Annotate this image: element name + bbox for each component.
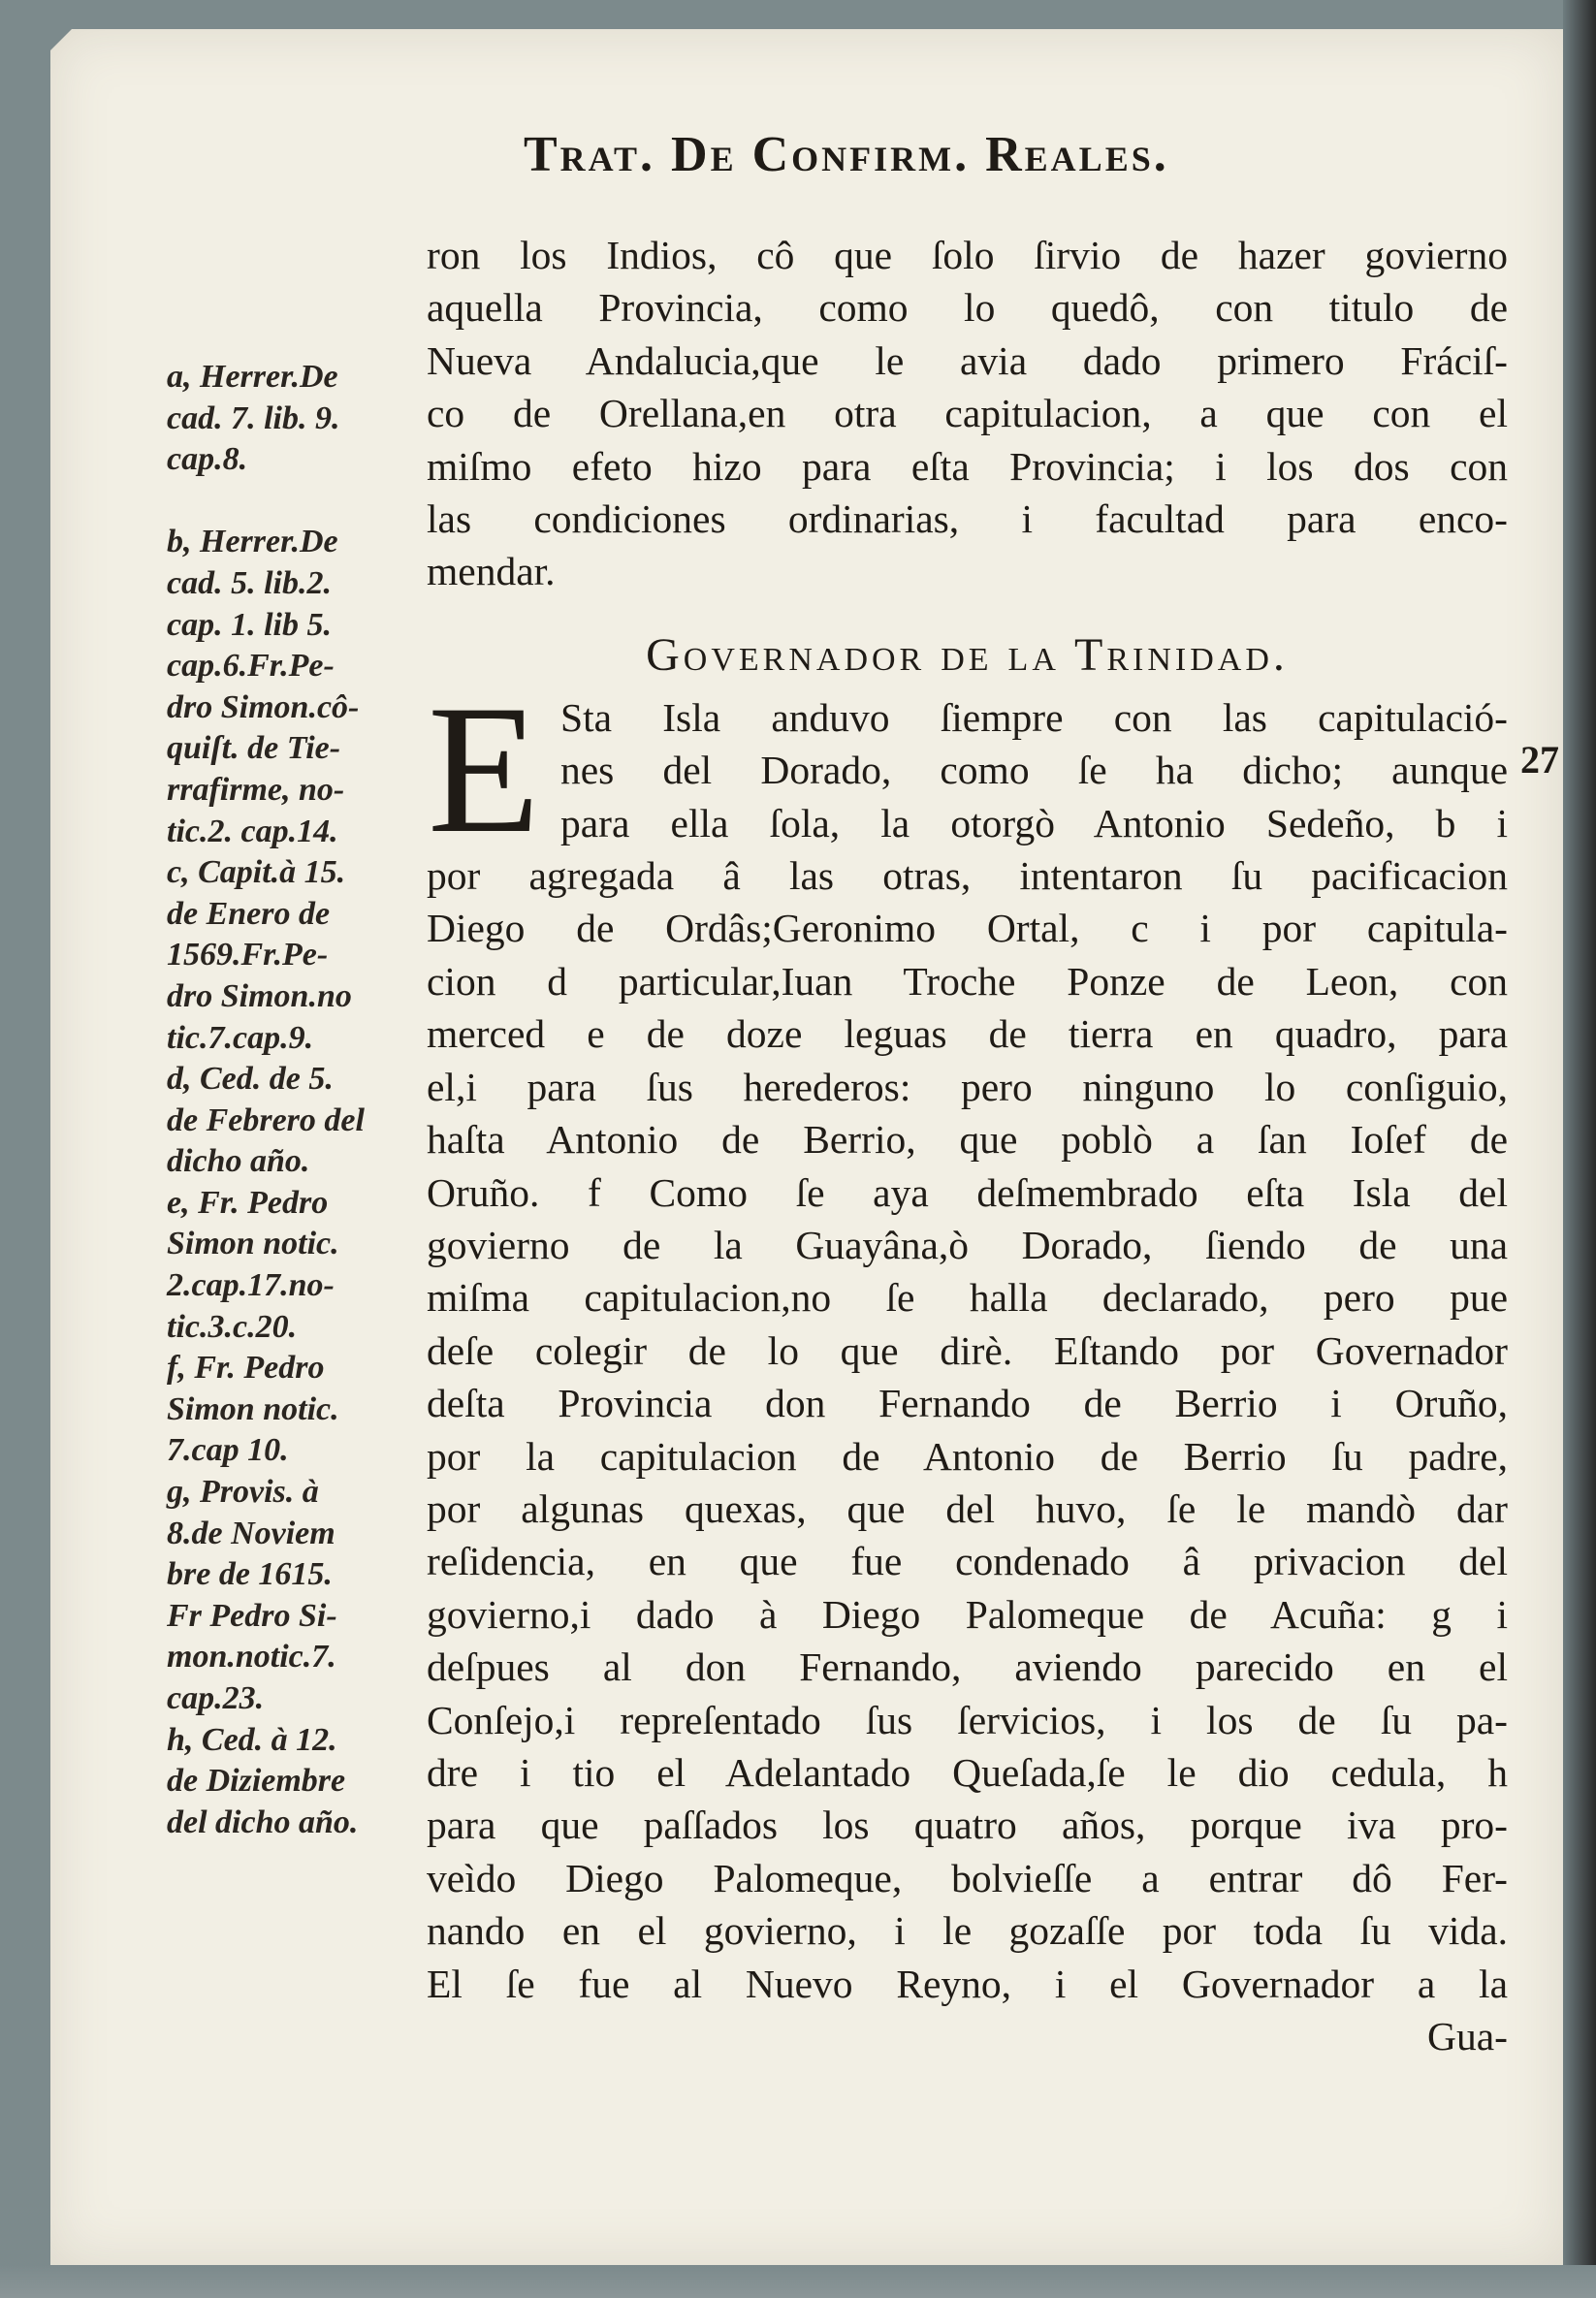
text-line: merced e de doze leguas de tierra en quadro, para: [427, 1011, 1508, 1057]
text-line: co de Orellana,en otra capitulacion, a que con el: [427, 391, 1508, 436]
margin-note-spacer: [167, 481, 429, 523]
margin-note-line: de Enero de: [167, 895, 331, 932]
text-line: deſta Provincia don Fernando de Berrio i Oruño,: [427, 1381, 1508, 1426]
margin-note-line: h, Ced. à 12.: [167, 1721, 337, 1758]
text-line: nando en el govierno, i le gozaſſe por toda ſu vida.: [427, 1908, 1508, 1954]
section-heading: Governador de la Trinidad.: [646, 628, 1289, 681]
margin-note-line: dro Simon.cô-: [167, 688, 360, 725]
margin-note-line: de Febrero del: [167, 1101, 365, 1138]
margin-note-line: cad. 7. lib. 9.: [167, 399, 340, 436]
text-line: para que paſſados los quatro años, porque iva pro-: [427, 1803, 1508, 1848]
margin-note-line: cap.8.: [167, 441, 248, 478]
margin-note-line: cad. 5. lib.2.: [167, 564, 332, 601]
margin-note-line: Simon notic.: [167, 1390, 339, 1427]
text-line: Oruño. f Como ſe aya deſmembrado eſta Isla del: [427, 1169, 1508, 1215]
text-line: veìdo Diego Palomeque, bolvieſſe a entrar dô Fer-: [427, 1855, 1508, 1900]
text-line: miſma capitulacion,no ſe halla declarado, pero pue: [427, 1275, 1508, 1321]
text-line: cion d particular,Iuan Troche Ponze de Leon, con: [427, 958, 1508, 1004]
text-line: El ſe fue al Nuevo Reyno, i el Governador a la: [427, 1961, 1508, 2006]
margin-note-line: a, Herrer.De: [167, 359, 338, 395]
text-line: Diego de Ordâs;Geronimo Ortal, c i por capitula-: [427, 906, 1508, 951]
margin-note-line: tic.3.c.20.: [167, 1308, 298, 1345]
text-line: para ella ſola, la otorgò Antonio Sedeño, b i: [560, 800, 1508, 846]
text-line: aquella Provincia, como lo quedô, con titulo de: [427, 285, 1508, 331]
margin-note-line: Fr Pedro Si-: [167, 1597, 337, 1634]
margin-note-line: bre de 1615.: [167, 1556, 333, 1593]
margin-note-line: Simon notic.: [167, 1226, 339, 1262]
text-line: mendar.: [427, 549, 556, 594]
text-line: govierno,i dado à Diego Palomeque de Acuña: g i: [427, 1591, 1508, 1637]
page-bottom-margin: [0, 2265, 1596, 2298]
text-line: miſmo efeto hizo para eſta Provincia; i los dos con: [427, 443, 1508, 489]
margin-note-line: dicho año.: [167, 1143, 310, 1180]
margin-note-line: mon.notic.7.: [167, 1639, 336, 1676]
drop-cap-paragraph: [427, 667, 1508, 872]
margin-note-line: 8.de Noviem: [167, 1515, 335, 1551]
margin-note-line: dro Simon.no: [167, 977, 352, 1014]
margin-note-line: b, Herrer.De: [167, 524, 338, 560]
drop-cap-letter: E: [427, 667, 541, 872]
margin-note-line: f, Fr. Pedro: [167, 1350, 325, 1387]
margin-note-line: del dicho año.: [167, 1803, 359, 1840]
text-line: govierno de la Guayâna,ò Dorado, ſiendo de una: [427, 1222, 1508, 1267]
text-line: las condiciones ordinarias, i facultad para enco-: [427, 496, 1508, 542]
text-line: Conſejo,i repreſentado ſus ſervicios, i los de ſu pa-: [427, 1697, 1508, 1742]
text-line: deſe colegir de lo que dirè. Eſtando por Governador: [427, 1327, 1508, 1373]
text-line: ron los Indios, cô que ſolo ſirvio de hazer govierno: [427, 233, 1508, 277]
margin-note-line: e, Fr. Pedro: [167, 1184, 329, 1221]
text-line: el,i para ſus herederos: pero ninguno lo conſiguio,: [427, 1064, 1508, 1109]
page-edge-shadow: [1563, 0, 1596, 2298]
text-line: deſpues al don Fernando, aviendo parecido en el: [427, 1644, 1508, 1690]
text-line: por algunas quexas, que del huvo, ſe le mandò dar: [427, 1485, 1508, 1531]
text-line: dre i tio el Adelantado Queſada,ſe le dio cedula, h: [427, 1749, 1508, 1795]
catchword: Gua-: [1427, 2014, 1508, 2059]
margin-note-line: cap. 1. lib 5.: [167, 606, 332, 643]
margin-note-line: cap.23.: [167, 1680, 265, 1716]
margin-note-line: 7.cap 10.: [167, 1432, 289, 1469]
text-line: nes del Dorado, como ſe ha dicho; aunque: [560, 748, 1508, 793]
margin-note-line: c, Capit.à 15.: [167, 854, 346, 891]
text-line: por la capitulacion de Antonio de Berrio ſu padre,: [427, 1433, 1508, 1479]
margin-note-line: tic.7.cap.9.: [167, 1019, 314, 1056]
torn-corner: [50, 29, 72, 50]
text-line: Sta Isla anduvo ſiempre con las capitulació-: [560, 694, 1508, 740]
text-line: haſta Antonio de Berrio, que poblò a ſan Ioſef de: [427, 1117, 1508, 1163]
text-line: Nueva Andalucia,que le avia dado primero Fráciſ-: [427, 337, 1508, 383]
margin-note-line: d, Ced. de 5.: [167, 1061, 334, 1098]
running-head: Trat. De Confirm. Reales.: [524, 127, 1169, 182]
text-line: reſidencia, en que fue condenado â privacion del: [427, 1539, 1508, 1584]
margin-note-line: 1569.Fr.Pe-: [167, 937, 329, 973]
margin-note-line: cap.6.Fr.Pe-: [167, 648, 335, 685]
margin-notes: [167, 357, 429, 1843]
margin-note-line: quiſt. de Tie-: [167, 730, 341, 767]
margin-note-line: 2.cap.17.no-: [167, 1267, 335, 1304]
margin-note-line: tic.2. cap.14.: [167, 813, 338, 849]
main-text-column: [427, 229, 1508, 2062]
margin-note-line: rrafirme, no-: [167, 771, 345, 808]
margin-note-line: g, Provis. à: [167, 1474, 319, 1511]
margin-note-line: de Diziembre: [167, 1763, 346, 1800]
folio-number: 27: [1520, 738, 1559, 782]
text-line: por agregada â las otras, intentaron ſu pacificacion: [427, 853, 1508, 899]
